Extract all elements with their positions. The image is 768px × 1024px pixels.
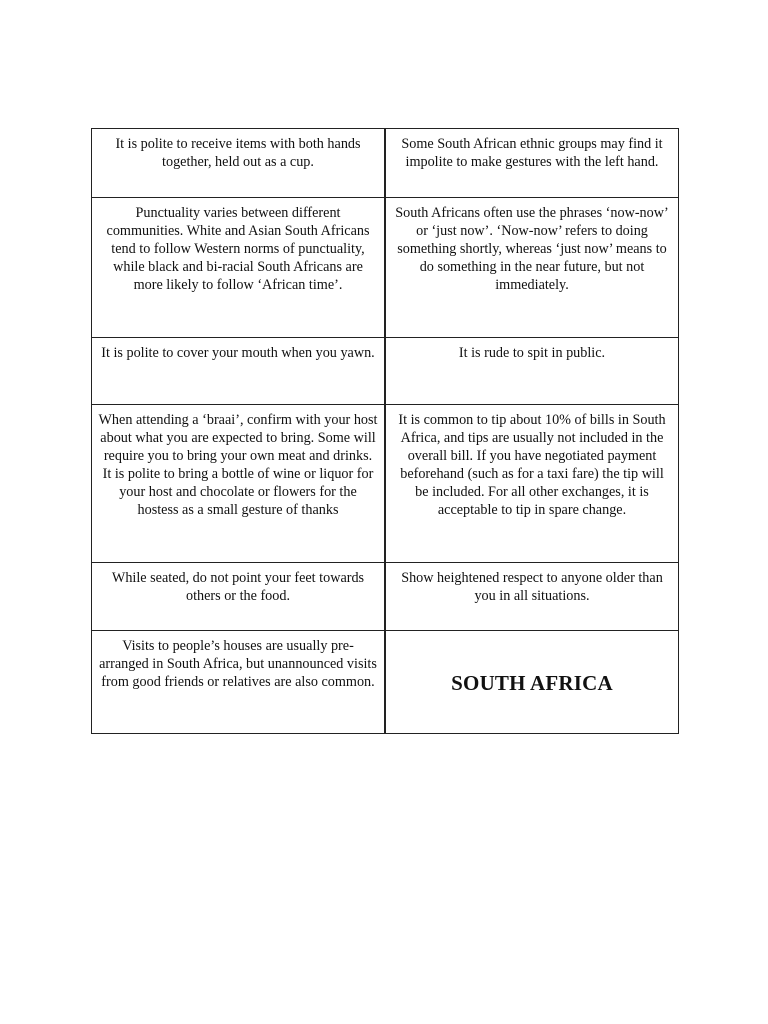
card-row <box>92 129 679 198</box>
card-braai: When attending a ‘braai’, confirm with your host about what you are expected to bring. Some will require you to bring your own meat and drinks. It is polite to bring a bottle of wine or liquor for your host and chocolate or flowers for the hostess as a small gesture of thanks <box>92 405 386 563</box>
card-row <box>92 198 679 338</box>
card-row <box>92 563 679 631</box>
card-yawning: It is polite to cover your mouth when you yawn. <box>92 338 386 405</box>
card-tipping: It is common to tip about 10% of bills in South Africa, and tips are usually not included in the overall bill. If you have negotiated payment beforehand (such as for a taxi fare) the tip will be included. For all other exchanges, it is acceptable to tip in spare change. <box>385 405 679 563</box>
card-receiving-items: It is polite to receive items with both hands together, held out as a cup. <box>92 129 386 198</box>
card-row <box>92 631 679 734</box>
card-row <box>92 405 679 563</box>
etiquette-card-grid <box>91 128 679 734</box>
card-spitting: It is rude to spit in public. <box>385 338 679 405</box>
card-now-now-phrases: South Africans often use the phrases ‘now-now’ or ‘just now’. ‘Now-now’ refers to doing something shortly, whereas ‘just now’ means to do something in the near future, but not immediately. <box>385 198 679 338</box>
card-house-visits: Visits to people’s houses are usually pre-arranged in South Africa, but unannounced visits from good friends or relatives are also common. <box>92 631 386 734</box>
card-feet-pointing: While seated, do not point your feet towards others or the food. <box>92 563 386 631</box>
country-title: SOUTH AFRICA <box>451 670 613 695</box>
card-punctuality: Punctuality varies between different communities. White and Asian South Africans tend to follow Western norms of punctuality, while black and bi-racial South Africans are more likely to follow ‘African time’. <box>92 198 386 338</box>
card-respect-elders: Show heightened respect to anyone older than you in all situations. <box>385 563 679 631</box>
card-row <box>92 338 679 405</box>
card-left-hand-gestures: Some South African ethnic groups may find it impolite to make gestures with the left hand. <box>385 129 679 198</box>
card-title <box>385 631 679 734</box>
